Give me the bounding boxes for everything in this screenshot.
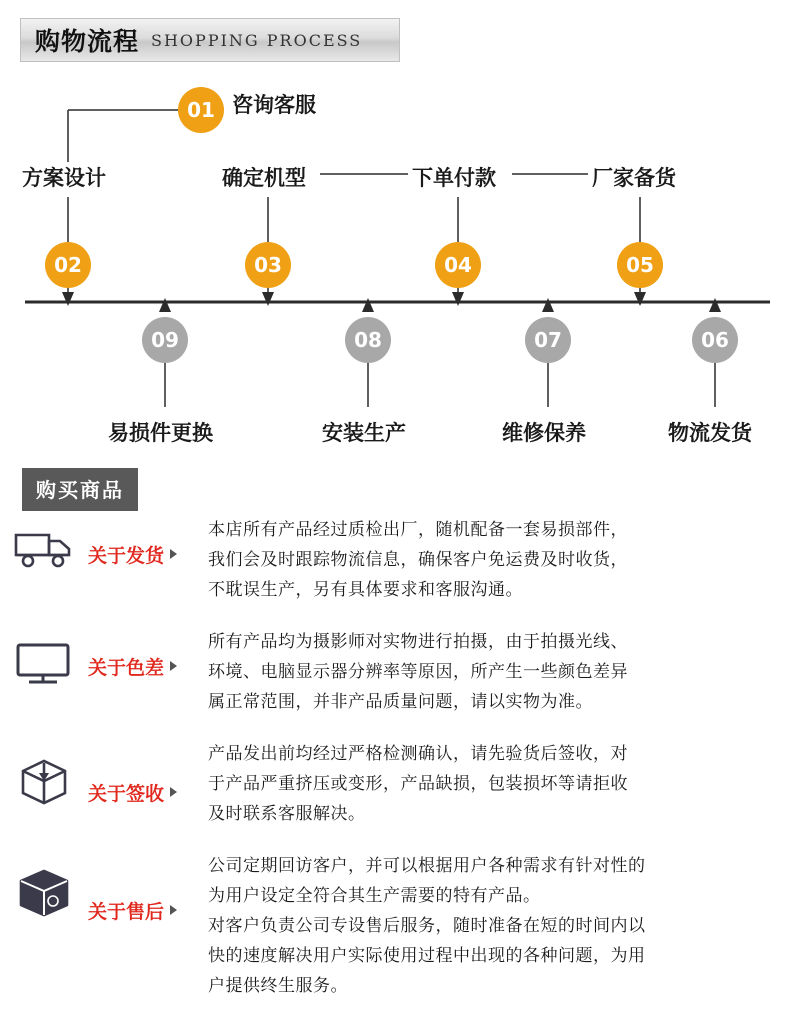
text-line: 快的速度解决用户实际使用过程中出现的各种问题，为用 (208, 946, 646, 966)
flow-label-02: 方案设计 (22, 166, 106, 190)
text-receipt (208, 739, 668, 829)
text-line: 产品发出前均经过严格检测确认，请先验货后签收，对 (208, 744, 628, 764)
flow-label-04: 下单付款 (412, 166, 496, 190)
flow-label-06: 物流发货 (668, 421, 752, 445)
tag-shipping-label: 关于发货 (88, 545, 165, 567)
flow-node-06: 06 (692, 317, 738, 363)
info-row-color-difference (0, 627, 800, 717)
tag-receipt-label: 关于签收 (88, 783, 165, 805)
package-box-icon (0, 851, 88, 921)
flow-node-07: 07 (525, 317, 571, 363)
truck-icon (0, 515, 88, 571)
text-line: 我们会及时跟踪物流信息，确保客户免运费及时收货， (208, 550, 628, 570)
flow-node-02: 02 (45, 242, 91, 288)
triangle-marker-icon (170, 905, 177, 915)
info-row-after-sales (0, 851, 800, 1001)
text-line: 于产品严重挤压或变形，产品缺损，包装损坏等请拒收 (208, 774, 628, 794)
flow-node-05: 05 (617, 242, 663, 288)
triangle-marker-icon (170, 549, 177, 559)
tag-color-difference (88, 627, 208, 680)
flow-node-03: 03 (245, 242, 291, 288)
text-after-sales (208, 851, 686, 1001)
flow-node-01: 01 (178, 87, 224, 133)
purchase-info-list (0, 515, 800, 1023)
section-title-purchase-goods: 购买商品 (22, 468, 138, 511)
flow-label-08: 安装生产 (322, 421, 406, 445)
open-box-icon (0, 739, 88, 805)
info-row-shipping (0, 515, 800, 605)
text-line: 对客户负责公司专设售后服务，随时准备在短的时间内以 (208, 916, 646, 936)
triangle-marker-icon (170, 661, 177, 671)
info-row-receipt (0, 739, 800, 829)
tag-after-sales (88, 851, 208, 924)
triangle-marker-icon (170, 787, 177, 797)
text-line: 本店所有产品经过质检出厂，随机配备一套易损部件， (208, 520, 628, 540)
flow-label-09: 易损件更换 (108, 421, 213, 445)
flow-label-03: 确定机型 (222, 166, 306, 190)
monitor-icon (0, 627, 88, 687)
text-line: 属正常范围，并非产品质量问题，请以实物为准。 (208, 692, 593, 712)
text-shipping (208, 515, 668, 605)
text-line: 户提供终生服务。 (208, 976, 348, 996)
text-line: 不耽误生产，另有具体要求和客服沟通。 (208, 580, 523, 600)
flow-label-05: 厂家备货 (592, 166, 676, 190)
shopping-process-flow-diagram (0, 62, 800, 462)
banner-title-en: SHOPPING PROCESS (151, 30, 363, 50)
text-line: 及时联系客服解决。 (208, 804, 366, 824)
text-color-difference (208, 627, 668, 717)
tag-shipping (88, 515, 208, 568)
flow-label-01: 咨询客服 (232, 93, 316, 117)
flow-connector-lines (0, 62, 800, 462)
text-line: 为用户设定全符合其生产需要的特有产品。 (208, 886, 541, 906)
banner-title-cn: 购物流程 (35, 27, 140, 56)
flow-node-08: 08 (345, 317, 391, 363)
section-banner-shopping-process (20, 18, 400, 62)
text-line: 所有产品均为摄影师对实物进行拍摄，由于拍摄光线、 (208, 632, 628, 652)
tag-receipt (88, 739, 208, 806)
tag-after-sales-label: 关于售后 (88, 901, 165, 923)
flow-label-07: 维修保养 (502, 421, 586, 445)
flow-node-09: 09 (142, 317, 188, 363)
tag-color-difference-label: 关于色差 (88, 657, 165, 679)
text-line: 环境、电脑显示器分辨率等原因，所产生一些颜色差异 (208, 662, 628, 682)
flow-node-04: 04 (435, 242, 481, 288)
text-line: 公司定期回访客户，并可以根据用户各种需求有针对性的 (208, 856, 646, 876)
